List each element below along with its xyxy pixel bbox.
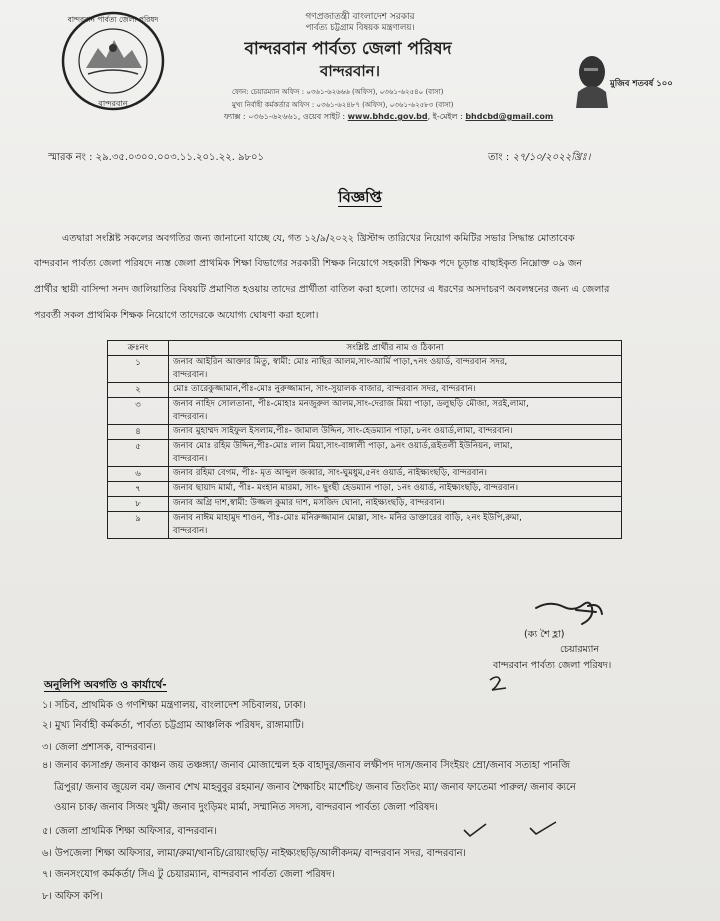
email-link[interactable]: bhdcbd@gmail.com [465,112,554,121]
website-link[interactable]: www.bhdc.gov.bd [347,112,428,121]
row-serial: ৩ [108,398,169,425]
svg-text:বান্দরবান: বান্দরবান [98,99,128,108]
table-row [108,398,622,425]
copy-item-1: ১। সচিব, প্রাথমিক ও গণশিক্ষা মন্ত্রণালয়, বাংলাদেশ সচিবালয়, ঢাকা। [42,700,306,711]
phone-ceo: মুখ্য নির্বাহী কর্মকর্তার অফিস : ০৩৬১-৬২৪৮৭ (অফিস), ০৩৬১-৬২৫৮৩ (বাসা) [232,101,454,109]
signatory-name: (ক্য শৈ হ্লা) [524,629,565,640]
copy-item-4-line-3: ওয়ান চাক/ জনাব সিঅং খুমী/ জনাব দুংড়িমং মার্মা, সম্মানিত সদস্য, বান্দরবান পার্বত্য জেলা পরিষদ। [54,802,438,813]
office-title: বান্দরবান পার্বত্য জেলা পরিষদ [244,39,452,59]
row-serial: ৫ [108,440,169,467]
memo-number-line [48,150,264,167]
row-serial: ৭ [108,482,169,497]
notice-body-line-4: পরবর্তী সকল প্রাথমিক শিক্ষক নিয়োগে তাদেরকে অযোগ্য ঘোষণা করা হলো। [34,310,319,321]
signatory-designation: চেয়ারম্যান [560,644,600,655]
svg-text:মুজিব শতবর্ষ ১০০: মুজিব শতবর্ষ ১০০ [610,79,673,89]
tick-marks [460,818,570,840]
row-serial: ২ [108,383,169,398]
chairman-signature [530,598,610,632]
notice-title: বিজ্ঞপ্তি [338,188,382,206]
signatory-organization: বান্দরবান পার্বত্য জেলা পরিষদ। [493,660,612,671]
copy-item-4-line-1: ৪। জনাব ক্যসাপ্রু/ জনাব কাঞ্চন জয় তঞ্চঙ্গ্যা/ জনাব মোজাম্মেল হক বাহাদুর/জনাব লক্ষীপদ দাস/জনাব সিংইয়ং ম্রো/জনাব সত্যহা পানজি [42,760,570,771]
handwritten-mark [486,672,516,694]
row-candidate: জনাব মোঃ রহিম উদ্দিন,পীঃ-মোঃ লাল মিয়া,সাং-বাঙ্গালী পাড়া, ৯নং ওয়ার্ড,রূইতলী ইউনিয়ন, লামা, বান্দরবান। [169,440,622,467]
memo-label: স্মারক নং : [48,152,93,163]
copy-item-3: ৩। জেলা প্রশাসক, বান্দরবান। [42,742,156,753]
web-label: ওয়েব সাইট : [302,112,346,121]
govt-line: গণপ্রজাতন্ত্রী বাংলাদেশ সরকার [305,12,415,22]
row-candidate: মোঃ তারেকুজ্জামান,পীঃ-মোঃ নুরুজ্জামান, সাং-সুয়ালক বাজার, বান্দরবান সদর, বান্দরবান। [169,383,622,398]
row-candidate: জনাব মুহাম্মদ সাইফুল ইসলাম,পীঃ- জামাল উদ্দিন, সাং-হেডম্যান পাড়া, ৮নং ওয়ার্ড,লামা, বান্দরবান। [169,425,622,440]
date-value: ২৭/১০/২০২২খ্রিঃ। [512,152,591,163]
email-label: ই-মেইল : [432,112,463,121]
table-row [108,467,622,482]
row-serial: ৪ [108,425,169,440]
table-row [108,356,622,383]
notice-body-line-3: প্রার্থীর স্থায়ী বাসিন্দা সনদ জালিয়াতির বিষয়টি প্রমাণিত হওয়ায় তাদের প্রার্থীতা বাতিল করা হলো। তাদের এ ধরণের অসদাচরণ অবলম্বনের জন্য এ জেলার [34,284,610,295]
row-candidate: জনাব আইরিন আক্তার মিতু, স্বামী: মোঃ নাছির আলম,সাং-আর্মি পাড়া,৭নং ওয়ার্ড, বান্দরবান সদর, বান্দরবান। [169,356,622,383]
row-serial: ১ [108,356,169,383]
copy-item-8: ৮। অফিস কপি। [42,891,103,902]
row-candidate: জনাব অগ্রি দাশ,স্বামী: উজ্জল কুমার দাশ, মসজিদ ঘোনা, নাইক্ষ্যংছড়ি, বান্দরবান। [169,497,622,512]
candidate-table [107,340,622,539]
row-serial: ৬ [108,467,169,482]
copy-item-4-line-2: ত্রিপুরা/ জনাব জুয়েল বম/ জনাব শেখ মাহবুবুর রহমান/ জনাব শৈক্ষাচিং মার্শেচিং/ জনাব তিংতিং ম্যা/ জনাব ফাতেমা পারুল/ জনাব ক্যনে [54,782,576,793]
table-row [108,497,622,512]
copy-item-2: ২। মুখ্য নির্বাহী কর্মকর্তা, পার্বত্য চট্টগ্রাম আঞ্চলিক পরিষদ, রাঙ্গামাটি। [42,720,305,731]
notice-body-line-2: বান্দরবান পার্বত্য জেলা পরিষদে ন্যস্ত জেলা প্রাথমিক শিক্ষা বিভাগের সরকারী শিক্ষক নিয়োগে সহকারী শিক্ষক পদে চূড়ান্ত বাছাইকৃত নিম্নোক্ত ০৯ জন [34,258,583,269]
table-row [108,383,622,398]
row-candidate: জনাব নাহিদ সোলতানা, পীঃ-মোহাঃ মনজুরুল আলম,সাং-দেরাজ মিয়া পাড়া, ডলুছড়ি মৌজা, সরই,লামা, বান্দরবান। [169,398,622,425]
copy-item-7: ৭। জনসংযোগ কর্মকর্তা/ সিএ টু চেয়ারম্যান, বান্দরবান পার্বত্য জেলা পরিষদ। [42,869,335,880]
row-serial: ৯ [108,512,169,539]
row-candidate: জনাব নাঈম মাহামুদ শাওন, পীঃ-মোঃ মনিরুজ্জামান মোল্লা, সাং- মনির ডাক্তারের বাড়ি, ২নং ইউপি,রুমা, বান্দরবান। [169,512,622,539]
col-serial-header: ক্রঃনং [108,341,169,356]
copy-heading: অনুলিপি অবগতি ও কার্যার্থে- [44,679,167,691]
table-row [108,440,622,467]
col-name-header: সংশ্লিষ্ট প্রার্থীর নাম ও ঠিকানা [169,341,622,356]
svg-text:বান্দরবান পার্বত্য জেলা পরিষদ: বান্দরবান পার্বত্য জেলা পরিষদ [67,15,159,24]
fax-web-email-line: ফ্যাক্স : ০৩৬১-৬২৬৬১, ওয়েব সাইট : www.bhdc.gov.bd, ই-মেইল : bhdcbd@gmail.com [224,112,554,121]
row-candidate: জনাব ছায়াদ মার্মা, পীঃ- মংহান মারমা, সাং- ছুংছী হেডম্যান পাড়া, ১নং ওয়ার্ড, নাইক্ষ্যংছড়ি, বান্দরবান। [169,482,622,497]
date-label: তাং : [488,152,510,163]
table-header-row [108,341,622,356]
copy-item-5: ৫। জেলা প্রাথমিক শিক্ষা অফিসার, বান্দরবান। [42,826,217,837]
fax-number: ফ্যাক্স : ০৩৬১-৬২৬৬১, [224,112,301,121]
table-row [108,482,622,497]
date-line [488,150,590,167]
table-row [108,512,622,539]
table-row [108,425,622,440]
phone-chairman: ফোন: চেয়ারম্যান অফিস : ০৩৬১-৬২৬৬৬ (অফিস), ০৩৬১-৬২৫৪০ (বাসা) [232,88,444,96]
memo-number: ২৯.৩৫.০৩০০.০০৩.১১.২০১.২২. ৯৮০১ [95,152,265,163]
row-candidate: জনাব রহিমা বেগম, পীঃ- মৃত আব্দুল জব্বার, সাং-ঘুমধুম,৫নং ওয়ার্ড, নাইক্ষ্যংছড়ি, বান্দরবান। [169,467,622,482]
office-location: বান্দরবান। [320,62,380,80]
row-serial: ৮ [108,497,169,512]
notice-body-line-1: এতদ্বারা সংশ্লিষ্ট সকলের অবগতির জন্য জানানো যাচ্ছে যে, গত ১২/৯/২০২২ খ্রিস্টাব্দ তারিখের নিয়োগ কমিটির সভার সিদ্ধান্ত মোতাবেক [62,233,575,244]
copy-item-6: ৬। উপজেলা শিক্ষা অফিসার, লামা/রুমা/থানচি/রোয়াংছড়ি/ নাইক্ষ্যংছড়ি/আলীকদম/ বান্দরবান সদর, বান্দরবান। [42,848,466,859]
ministry-line: পার্বত্য চট্টগ্রাম বিষয়ক মন্ত্রণালয়। [305,23,415,33]
